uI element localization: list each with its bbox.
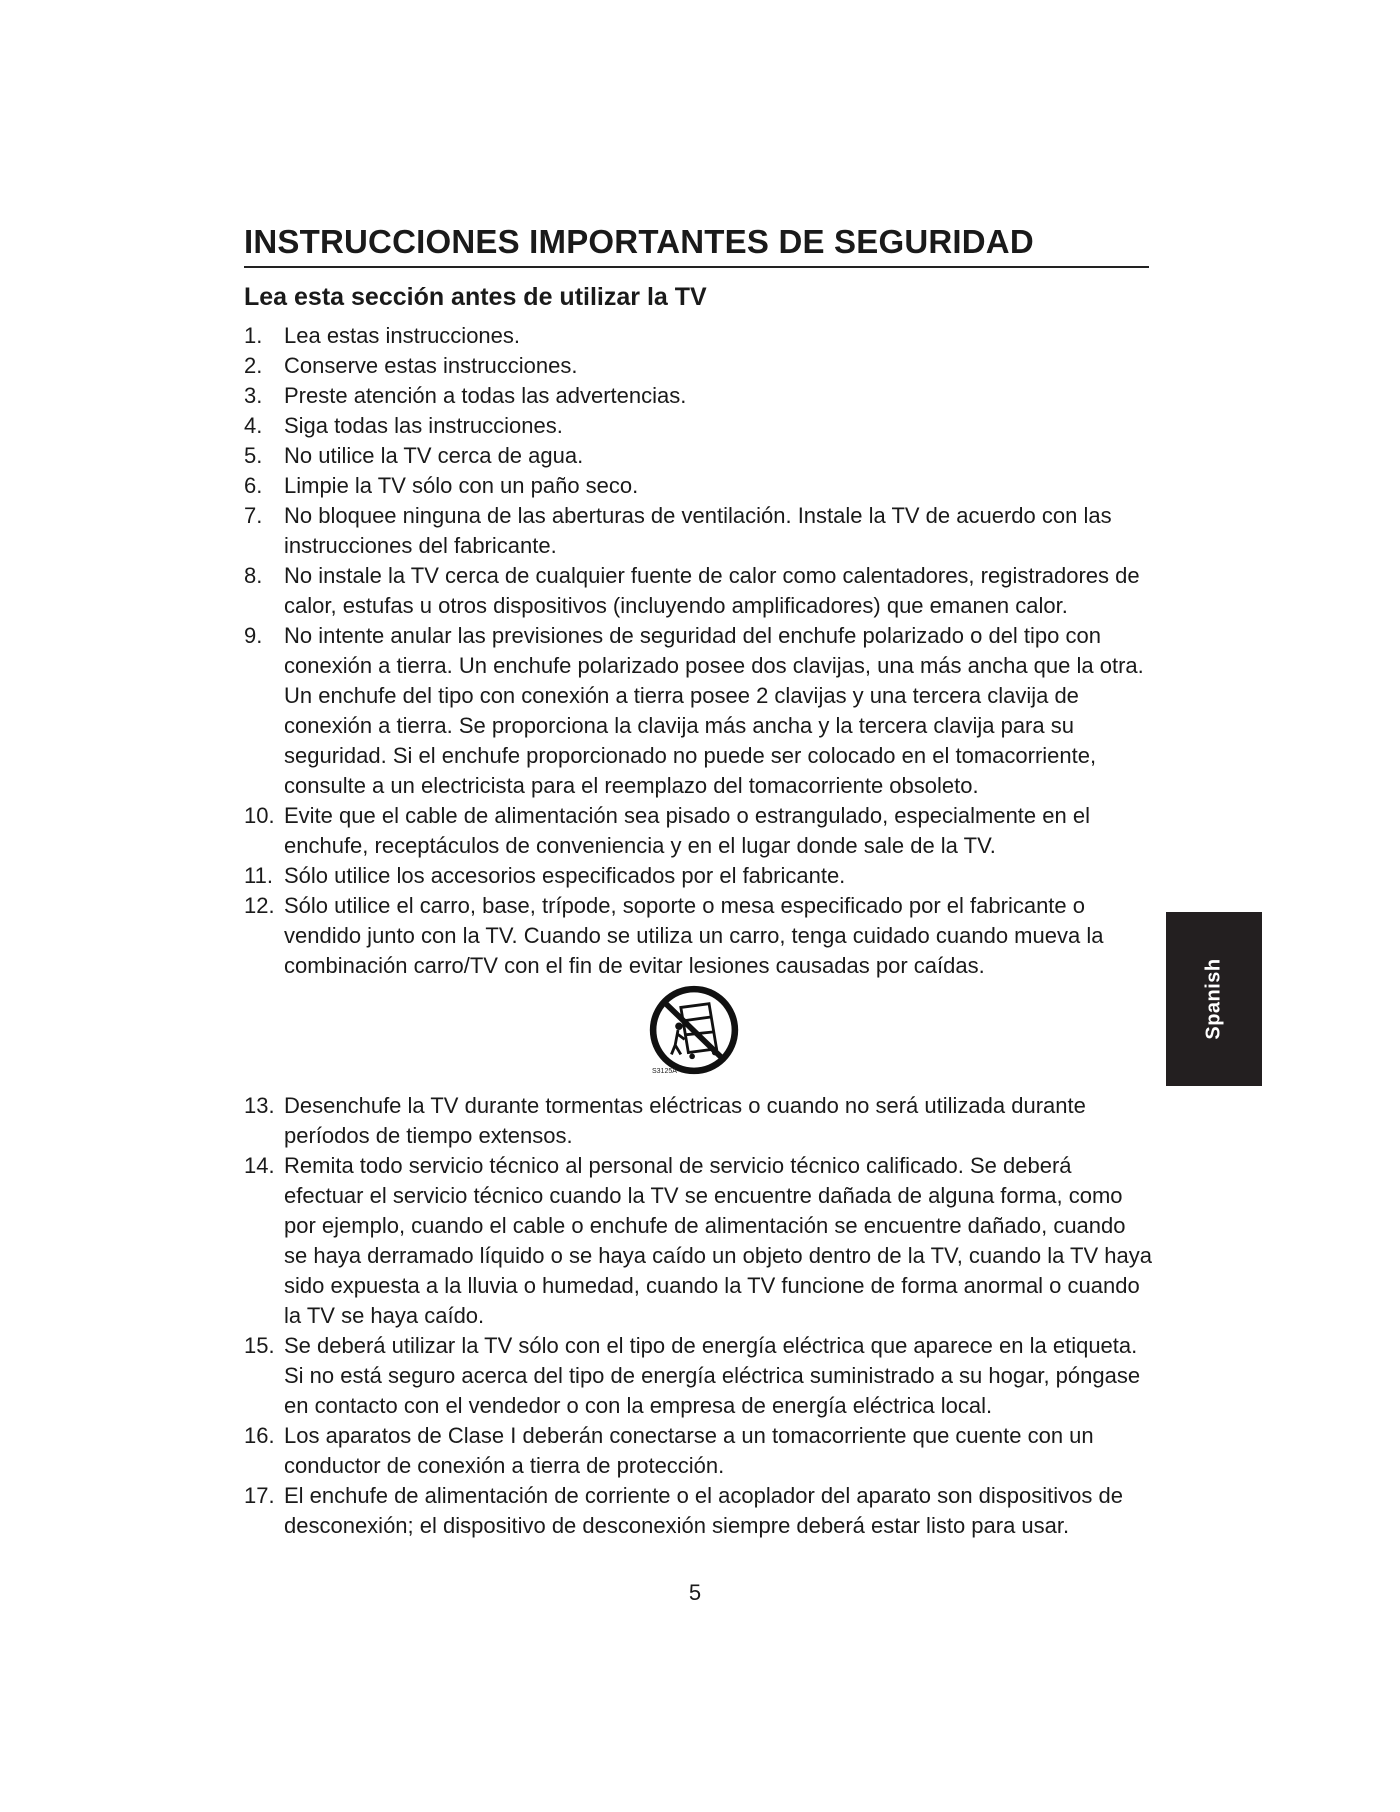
list-item: 14. Remita todo servicio técnico al personal de servicio técnico calificado. Se deberá efectuar el servicio técnico cuando la TV se encuentre dañada de alguna forma, como por ejemplo, cuando el cable o enchufe de alimentación se encuentre dañado, cuando se haya derramado líquido o se haya caído un objeto dentro de la TV, cuando la TV haya sido expuesta a la lluvia o humedad, cuando la TV funcione de forma anormal o cuando la TV se haya caído.	[244, 1153, 1152, 1328]
page-title: INSTRUCCIONES IMPORTANTES DE SEGURIDAD	[244, 222, 1149, 268]
safety-instructions-list	[244, 321, 1154, 981]
list-item: 11. Sólo utilice los accesorios especificados por el fabricante.	[244, 863, 846, 888]
list-item-text: Remita todo servicio técnico al personal de servicio técnico calificado. Se deberá efectuar el servicio técnico cuando la TV se encuentre dañada de alguna forma, como por ejemplo, cuando el cable o enchufe de alimentación se encuentre dañado, cuando se haya derramado líquido o se haya caído un objeto dentro de la TV, cuando la TV haya sido expuesta a la lluvia o humedad, cuando la TV funcione de forma anormal o cuando la TV se haya caído.	[284, 1153, 1152, 1328]
list-item: 5. No utilice la TV cerca de agua.	[244, 443, 584, 468]
page-number: 5	[688, 1580, 702, 1605]
list-item-text: No utilice la TV cerca de agua.	[284, 443, 584, 468]
list-item-text: No bloquee ninguna de las aberturas de ventilación. Instale la TV de acuerdo con las instrucciones del fabricante.	[284, 503, 1112, 558]
list-item-text: Sólo utilice el carro, base, trípode, soporte o mesa especificado por el fabricante o vendido junto con la TV. Cuando se utiliza un carro, tenga cuidado cuando mueva la combinación carro/TV con el fin de evitar lesiones causadas por caídas.	[284, 893, 1104, 978]
list-item: 16. Los aparatos de Clase I deberán conectarse a un tomacorriente que cuente con un conductor de conexión a tierra de protección.	[244, 1423, 1094, 1478]
list-item: 1. Lea estas instrucciones.	[244, 323, 521, 348]
list-item-text: Sólo utilice los accesorios especificados por el fabricante.	[284, 863, 846, 888]
list-item-text: Siga todas las instrucciones.	[284, 413, 563, 438]
list-item: 15. Se deberá utilizar la TV sólo con el tipo de energía eléctrica que aparece en la etiqueta. Si no está seguro acerca del tipo de energía eléctrica suministrado a su hogar, póngase en contacto con el vendedor o con la empresa de energía eléctrica local.	[244, 1333, 1141, 1418]
list-item: 2. Conserve estas instrucciones.	[244, 353, 578, 378]
list-item-text: Desenchufe la TV durante tormentas eléctricas o cuando no será utilizada durante períodos de tiempo extensos.	[284, 1093, 1086, 1148]
list-item-text: Preste atención a todas las advertencias.	[284, 383, 687, 408]
section-subtitle: Lea esta sección antes de utilizar la TV	[244, 283, 707, 311]
list-item-text: No intente anular las previsiones de seguridad del enchufe polarizado o del tipo con conexión a tierra. Un enchufe polarizado posee dos clavijas, una más ancha que la otra. Un enchufe del tipo con conexión a tierra posee 2 clavijas y una tercera clavija de conexión a tierra. Se proporciona la clavija más ancha y la tercera clavija para su seguridad. Si el enchufe proporcionado no puede ser colocado en el tomacorriente, consulte a un electricista para el reemplazo del tomacorriente obsoleto.	[284, 623, 1144, 798]
language-side-tab	[1166, 912, 1262, 1086]
list-item: 6. Limpie la TV sólo con un paño seco.	[244, 473, 639, 498]
list-item-text: Lea estas instrucciones.	[284, 323, 521, 348]
list-item: 8. No instale la TV cerca de cualquier fuente de calor como calentadores, registradores de calor, estufas u otros dispositivos (incluyendo amplificadores) que emanen calor.	[244, 563, 1140, 618]
symbol-code: S3125A	[652, 1068, 677, 1075]
list-item: 9. No intente anular las previsiones de seguridad del enchufe polarizado o del tipo con conexión a tierra. Un enchufe polarizado posee dos clavijas, una más ancha que la otra. Un enchufe del tipo con conexión a tierra posee 2 clavijas y una tercera clavija de conexión a tierra. Se proporciona la clavija más ancha y la tercera clavija para su seguridad. Si el enchufe proporcionado no puede ser colocado en el tomacorriente, consulte a un electricista para el reemplazo del tomacorriente obsoleto.	[244, 623, 1144, 798]
list-item: 4. Siga todas las instrucciones.	[244, 413, 563, 438]
list-item: 10. Evite que el cable de alimentación sea pisado o estrangulado, especialmente en el enchufe, receptáculos de conveniencia y en el lugar donde sale de la TV.	[244, 803, 1090, 858]
language-side-tab-label: Spanish	[1202, 958, 1225, 1040]
safety-instructions-list-continued	[244, 1091, 1154, 1541]
list-item: 12. Sólo utilice el carro, base, trípode, soporte o mesa especificado por el fabricante o vendido junto con la TV. Cuando se utiliza un carro, tenga cuidado cuando mueva la combinación carro/TV con el fin de evitar lesiones causadas por caídas.	[244, 893, 1104, 978]
list-item-text: Los aparatos de Clase I deberán conectarse a un tomacorriente que cuente con un conductor de conexión a tierra de protección.	[284, 1423, 1094, 1478]
list-item: 3. Preste atención a todas las advertencias.	[244, 383, 687, 408]
list-item-text: Conserve estas instrucciones.	[284, 353, 578, 378]
list-item-text: No instale la TV cerca de cualquier fuente de calor como calentadores, registradores de calor, estufas u otros dispositivos (incluyendo amplificadores) que emanen calor.	[284, 563, 1140, 618]
cart-tip-over-warning-icon	[647, 983, 741, 1077]
list-item: 7. No bloquee ninguna de las aberturas de ventilación. Instale la TV de acuerdo con las instrucciones del fabricante.	[244, 503, 1112, 558]
list-item-text: El enchufe de alimentación de corriente o el acoplador del aparato son dispositivos de desconexión; el dispositivo de desconexión siempre deberá estar listo para usar.	[284, 1483, 1123, 1538]
list-item: 13. Desenchufe la TV durante tormentas eléctricas o cuando no será utilizada durante períodos de tiempo extensos.	[244, 1093, 1086, 1148]
list-item-text: Limpie la TV sólo con un paño seco.	[284, 473, 639, 498]
list-item: 17. El enchufe de alimentación de corriente o el acoplador del aparato son dispositivos de desconexión; el dispositivo de desconexión siempre deberá estar listo para usar.	[244, 1483, 1123, 1538]
list-item-text: Evite que el cable de alimentación sea pisado o estrangulado, especialmente en el enchufe, receptáculos de conveniencia y en el lugar donde sale de la TV.	[284, 803, 1090, 858]
list-item-text: Se deberá utilizar la TV sólo con el tipo de energía eléctrica que aparece en la etiqueta. Si no está seguro acerca del tipo de energía eléctrica suministrado a su hogar, póngase en contacto con el vendedor o con la empresa de energía eléctrica local.	[284, 1333, 1141, 1418]
